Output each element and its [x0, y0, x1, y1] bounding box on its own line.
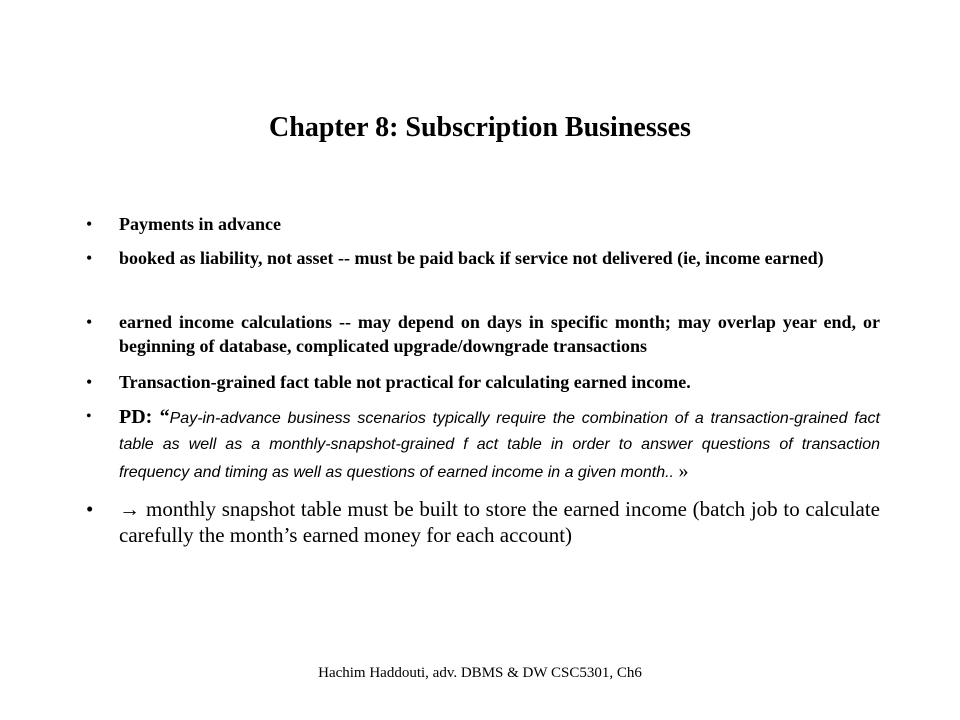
arrow-right-icon: → [119, 497, 140, 521]
quote-text: Pay-in-advance business scenarios typically require the combination of a transaction-grained fact table as well as a monthly-snapshot-grained f act table in order to answer questions of transaction frequency and timing as well as questions of earned income in a given month.. [119, 410, 880, 481]
bullet-marker: • [86, 214, 93, 234]
bullet-marker: • [86, 372, 93, 392]
bullet-text: Transaction-grained fact table not practical for calculating earned income. [119, 372, 691, 392]
bullet-text: booked as liability, not asset -- must be paid back if service not delivered (ie, income earned) [119, 248, 824, 268]
bullet-text: Payments in advance [119, 214, 281, 234]
bullet-item-transaction-grained [86, 370, 880, 394]
bullet-list [86, 212, 880, 548]
bullet-marker: • [86, 408, 92, 425]
bullet-marker: • [86, 248, 93, 268]
bullet-item-monthly-snapshot [86, 496, 880, 548]
bullet-item-payments [86, 212, 880, 236]
bullet-item-pd-quote [86, 404, 880, 486]
bullet-text: monthly snapshot table must be built to store the earned income (batch job to calculate carefully the month’s earned money for each account) [119, 497, 880, 547]
bullet-item-liability [86, 246, 880, 270]
quote-lead: PD: [119, 406, 160, 428]
bullet-marker: • [86, 497, 94, 521]
open-quote: “ [159, 406, 170, 428]
bullet-item-earned-income [86, 310, 880, 358]
bullet-text: earned income calculations -- may depend on days in specific month; may overlap year end, or beginning of database, complicated upgrade/downgrade transactions [119, 312, 880, 356]
slide-title: Chapter 8: Subscription Businesses [269, 112, 691, 143]
close-quote: » [678, 460, 689, 482]
slide-footer: Hachim Haddouti, adv. DBMS & DW CSC5301, Ch6 [318, 665, 642, 681]
bullet-marker: • [86, 312, 93, 332]
